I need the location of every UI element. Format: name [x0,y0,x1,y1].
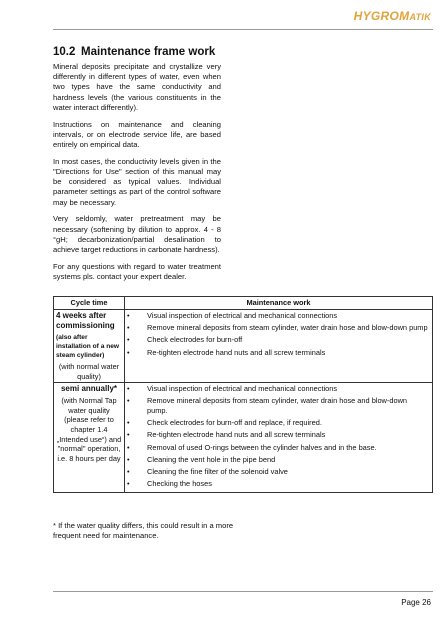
paragraph: Mineral deposits precipitate and crystallize very differently in different types of water, even when two types have the same conductivity and hardness levels (the various constituents in the water interact differently). [53,62,221,112]
cycle-label: semi annually* [60,384,118,394]
section-number: 10.2 [53,46,76,58]
page-number: Page 26 [401,598,431,607]
list-item: • Remove mineral deposits from steam cylinder, water drain hose and blow-down pump. [125,396,428,415]
list-item: • Check electrodes for burn-off and replace, if required. [125,418,428,428]
list-item: • Removal of used O-rings between the cylinder halves and in the base. [125,443,428,453]
list-item: • Re-tighten electrode hand nuts and all screw terminals [125,430,428,440]
cycle-cell [54,383,125,493]
table-header-row [54,297,433,310]
paragraph: Instructions on maintenance and cleaning intervals, or on electrode service life, are based entirely on empirical data. [53,119,221,150]
cycle-condition: (with Normal Tap water quality (please refer to chapter 1.4 „Intended use“) and "normal" operation, i.e. 8 hours per day [56,396,122,463]
list-item: • Remove mineral deposits from steam cylinder, water drain hose and blow-down pump [125,323,428,333]
work-list [125,383,432,492]
list-item: • Cleaning the vent hole in the pipe bend [125,455,428,465]
footnote: * If the water quality differs, this could result in a more frequent need for maintenance. [53,521,234,540]
work-cell [125,383,433,493]
brand-logo: HYGROMATIK [353,9,431,23]
body-text [53,62,221,289]
section-title: Maintenance frame work [81,46,216,58]
header-maintenance-work: Maintenance work [125,297,433,310]
cycle-note: (also after installation of a new steam cylinder) [56,334,120,359]
header-cycle-time: Cycle time [54,297,125,310]
maintenance-table [53,296,433,493]
work-cell [125,310,433,383]
table-row [54,310,433,383]
cycle-cell [54,310,125,383]
paragraph: For any questions with regard to water treatment systems pls. contact your expert dealer. [53,261,221,282]
footer-rule [53,591,433,592]
list-item: • Visual inspection of electrical and mechanical connections [125,311,428,321]
work-list [125,310,432,361]
list-item: • Visual inspection of electrical and mechanical connections [125,384,428,394]
paragraph: In most cases, the conductivity levels given in the "Directions for Use" section of this manual may be considered as typical values. Individual parameter settings as part of the control software may be necessary. [53,156,221,207]
cycle-condition: (with normal water quality) [58,362,120,381]
header-rule [53,29,433,30]
list-item: • Checking the hoses [125,479,428,489]
table-row [54,383,433,493]
list-item: • Re-tighten electrode hand nuts and all screw terminals [125,348,428,358]
section-heading [53,46,215,58]
list-item: • Cleaning the fine filter of the solenoid valve [125,467,428,477]
list-item: • Check electrodes for burn-off [125,335,428,345]
cycle-label: 4 weeks after commissioning [56,311,115,330]
paragraph: Very seldomly, water pretreatment may be necessary (softening by dilution to approx. 4 - 8 °gH; decarbonization/partial desalination to achieve target reductions in carbonate hardness). [53,214,221,255]
